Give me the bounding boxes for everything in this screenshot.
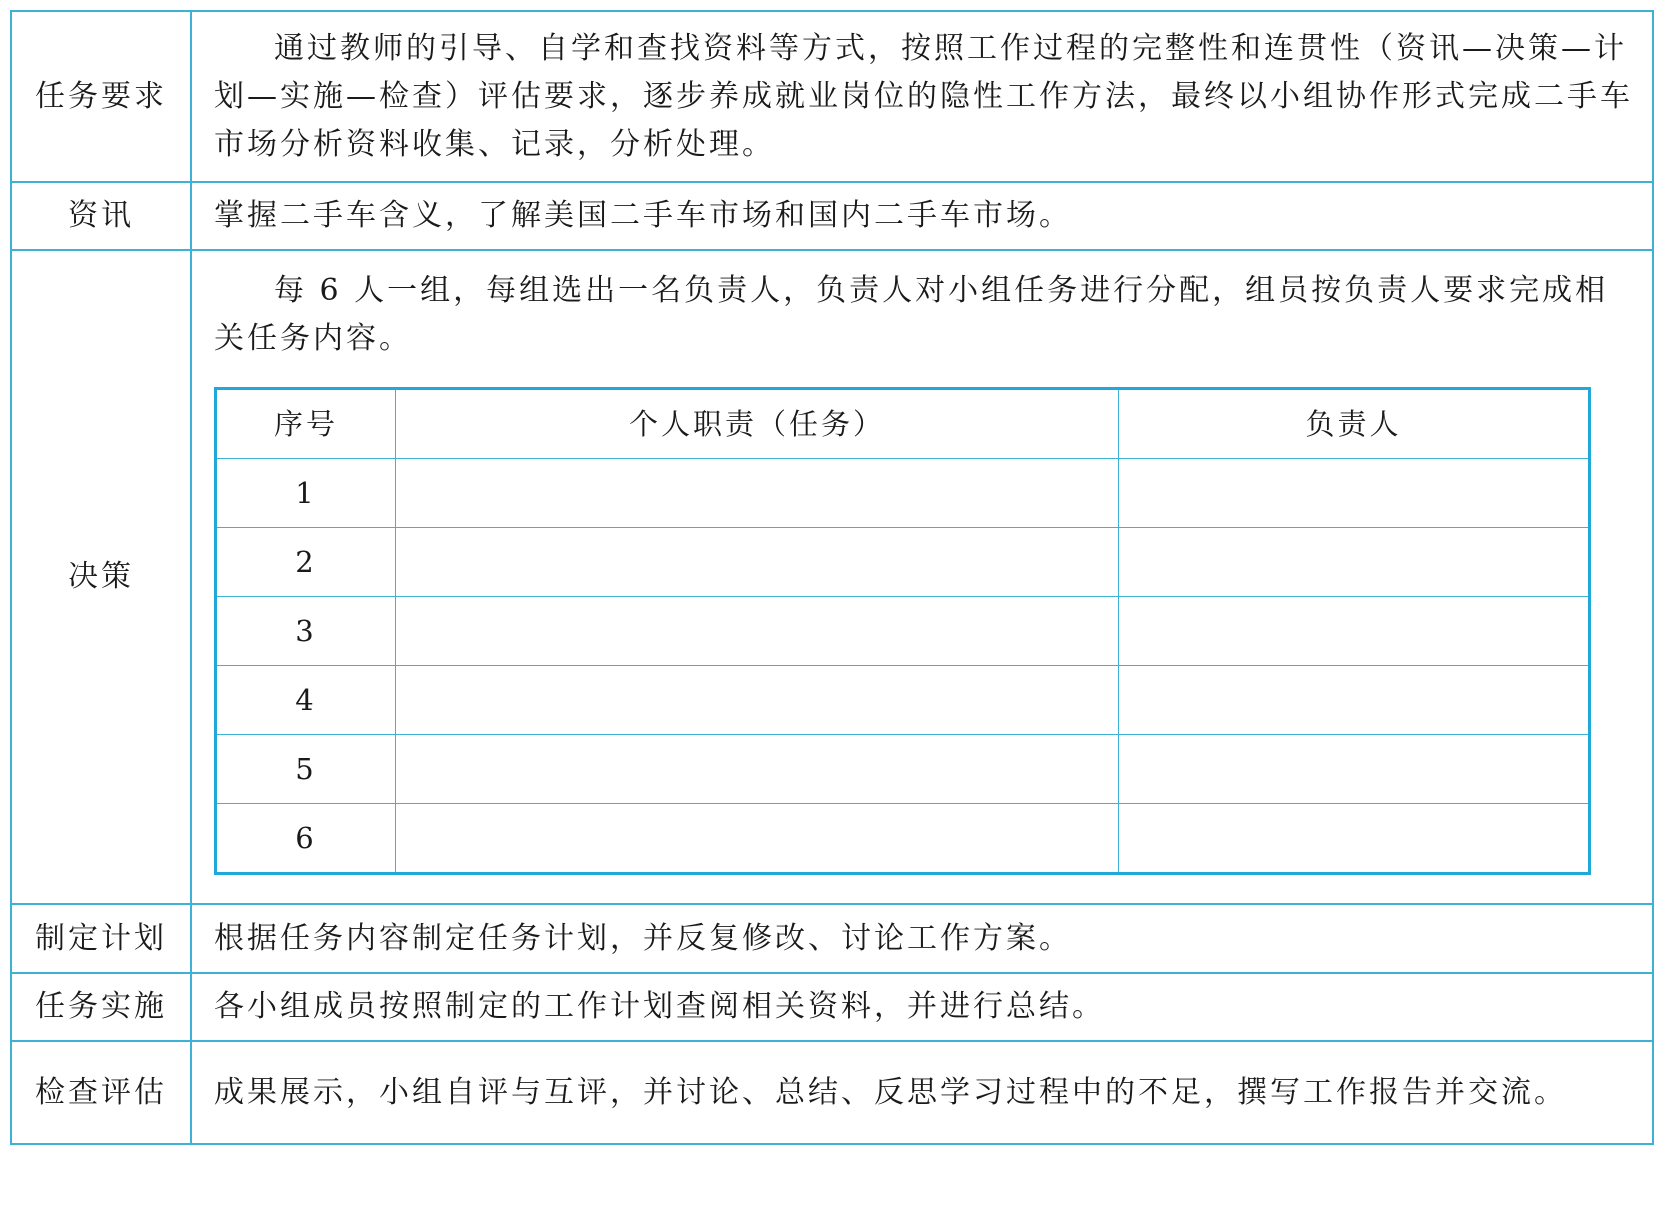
owner-cell[interactable] <box>1119 666 1590 735</box>
plan-text: 根据任务内容制定任务计划，并反复修改、讨论工作方案。 <box>214 920 1072 956</box>
table-row <box>216 597 1590 666</box>
label-evaluate: 检查评估 <box>11 1041 191 1144</box>
header-index: 序号 <box>216 389 396 459</box>
label-decision: 决策 <box>11 250 191 904</box>
requirement-text: 通过教师的引导、自学和查找资料等方式，按照工作过程的完整性和连贯性（资讯—决策—计划—实施—检查）评估要求，逐步养成就业岗位的隐性工作方法，最终以小组协作形式完成二手车市场分析资料收集、记录，分析处理。 <box>214 30 1633 162</box>
row-evaluate <box>11 1041 1653 1144</box>
task-table <box>10 10 1654 1145</box>
row-index: 4 <box>216 666 396 735</box>
row-plan <box>11 904 1653 973</box>
label-requirement: 任务要求 <box>11 11 191 182</box>
content-decision <box>191 250 1653 904</box>
row-decision <box>11 250 1653 904</box>
row-info <box>11 182 1653 250</box>
owner-cell[interactable] <box>1119 735 1590 804</box>
content-implement <box>191 973 1653 1041</box>
duty-cell[interactable] <box>396 597 1119 666</box>
row-index: 6 <box>216 804 396 874</box>
duty-cell[interactable] <box>396 735 1119 804</box>
responsibility-table <box>214 387 1591 875</box>
decision-wrap <box>214 251 1638 903</box>
owner-cell[interactable] <box>1119 804 1590 874</box>
header-owner: 负责人 <box>1119 389 1590 459</box>
info-text: 掌握二手车含义，了解美国二手车市场和国内二手车市场。 <box>214 198 1072 233</box>
row-implement <box>11 973 1653 1041</box>
duty-cell[interactable] <box>396 666 1119 735</box>
row-index: 2 <box>216 528 396 597</box>
row-index: 3 <box>216 597 396 666</box>
duty-cell[interactable] <box>396 804 1119 874</box>
content-requirement <box>191 11 1653 182</box>
duty-cell[interactable] <box>396 528 1119 597</box>
responsibility-header-row <box>216 389 1590 459</box>
row-requirement <box>11 11 1653 182</box>
row-index: 1 <box>216 459 396 528</box>
table-row <box>216 666 1590 735</box>
owner-cell[interactable] <box>1119 459 1590 528</box>
implement-text: 各小组成员按照制定的工作计划查阅相关资料，并进行总结。 <box>214 989 1105 1024</box>
content-evaluate <box>191 1041 1653 1144</box>
owner-cell[interactable] <box>1119 597 1590 666</box>
table-row <box>216 459 1590 528</box>
content-plan <box>191 904 1653 973</box>
owner-cell[interactable] <box>1119 528 1590 597</box>
evaluate-text: 成果展示，小组自评与互评，并讨论、总结、反思学习过程中的不足，撰写工作报告并交流。 <box>214 1074 1567 1110</box>
table-row <box>216 528 1590 597</box>
table-row <box>216 804 1590 874</box>
duty-cell[interactable] <box>396 459 1119 528</box>
row-index: 5 <box>216 735 396 804</box>
label-info: 资讯 <box>11 182 191 250</box>
label-plan: 制定计划 <box>11 904 191 973</box>
table-row <box>216 735 1590 804</box>
content-info <box>191 182 1653 250</box>
decision-text: 每 6 人一组，每组选出一名负责人，负责人对小组任务进行分配，组员按负责人要求完成相关任务内容。 <box>214 273 1609 356</box>
header-duty: 个人职责（任务） <box>396 389 1119 459</box>
label-implement: 任务实施 <box>11 973 191 1041</box>
